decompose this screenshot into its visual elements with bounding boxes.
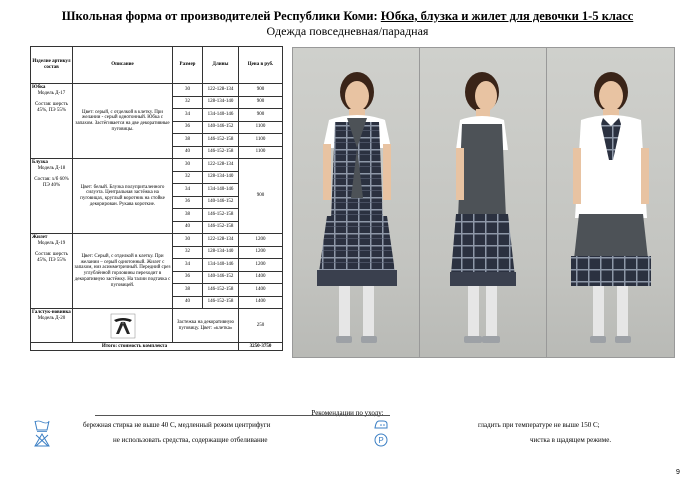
length-cell: 140-146-152 — [203, 121, 239, 134]
header-description: Описание — [73, 47, 173, 84]
price-cell: 250 — [239, 309, 283, 343]
size-cell: 38 — [173, 134, 203, 147]
item-model: Модель Д-17 — [37, 90, 66, 96]
length-cell: 146-152-158 — [203, 134, 239, 147]
length-cell: 134-140-146 — [203, 184, 239, 197]
size-cell: 34 — [173, 184, 203, 197]
length-cell: 122-128-134 — [203, 159, 239, 172]
length-cell: 134-140-146 — [203, 109, 239, 122]
size-cell: 30 — [173, 159, 203, 172]
spec-table — [30, 46, 283, 351]
price-cell: 1400 — [239, 271, 283, 284]
length-cell: 128-134-140 — [203, 246, 239, 259]
item-tie — [31, 309, 73, 343]
item-blouse — [31, 159, 73, 234]
size-cell: 30 — [173, 84, 203, 97]
item-description: Цвет: белый. Блузка полуприталенного силуэта. Центральная застёжка на пуговицах, круглый воротник на стойке декорирован. Рукава короткие. — [73, 159, 173, 234]
care-bleach-text: не использовать средства, содержащие отбеливание — [113, 436, 268, 444]
price-cell: 1100 — [239, 146, 283, 159]
price-cell: 900 — [239, 159, 283, 234]
length-cell: 146-152-158 — [203, 209, 239, 222]
title-text: Школьная форма от производителей Республики Коми: — [61, 9, 381, 23]
item-description: Застежка на декоративную пуговицу. Цвет: «клетка» — [173, 309, 239, 343]
price-cell: 1200 — [239, 259, 283, 272]
item-vest — [31, 234, 73, 309]
wash-40-icon — [34, 418, 50, 432]
item-name: Жилет — [32, 235, 48, 240]
size-cell: 32 — [173, 171, 203, 184]
length-cell: 134-140-146 — [203, 259, 239, 272]
photo-front-view — [292, 47, 421, 358]
price-cell: 1100 — [239, 121, 283, 134]
size-cell: 34 — [173, 109, 203, 122]
length-cell: 128-134-140 — [203, 171, 239, 184]
length-cell: 146-152-158 — [203, 296, 239, 309]
size-cell: 38 — [173, 284, 203, 297]
size-cell: 36 — [173, 121, 203, 134]
title-underlined: Юбка, блузка и жилет для девочки 1-5 класс — [380, 9, 634, 23]
page-title — [0, 9, 695, 24]
price-cell: 1100 — [239, 134, 283, 147]
item-model: Модель Д-18 — [37, 165, 66, 171]
price-cell: 1200 — [239, 234, 283, 247]
care-wash-text: бережная стирка не выше 40 С, медленный режим центрифуги — [83, 421, 271, 429]
header-item: Изделие артикул состав — [31, 47, 73, 84]
length-cell: 128-134-140 — [203, 96, 239, 109]
size-cell: 36 — [173, 196, 203, 209]
care-iron-text: гладить при температуре не выше 150 С; — [478, 421, 600, 429]
header-price: Цена в руб. — [239, 47, 283, 84]
item-name: Галстук-новинка — [32, 310, 71, 315]
iron-icon — [373, 418, 389, 430]
item-composition: Состав: шерсть 45%, ПЭ 55% — [35, 102, 68, 113]
length-cell: 146-152-158 — [203, 284, 239, 297]
page-subtitle: Одежда повседневная/парадная — [266, 24, 429, 38]
dry-clean-icon — [374, 433, 388, 447]
price-cell: 900 — [239, 84, 283, 97]
item-description: Цвет: серый, с отделкой в клетку. При желании - серый однотонный. Юбка с запахом. Застёгивается на две декоративные пуговицы. — [73, 84, 173, 159]
header-size: Размер — [173, 47, 203, 84]
page-number: 9 — [676, 469, 680, 476]
length-cell: 146-152-158 — [203, 146, 239, 159]
header-length: Длины — [203, 47, 239, 84]
tie-image — [110, 313, 136, 339]
total-value: 3250-3750 — [239, 343, 283, 351]
price-cell: 900 — [239, 96, 283, 109]
size-cell: 34 — [173, 259, 203, 272]
size-cell: 32 — [173, 96, 203, 109]
size-cell: 40 — [173, 221, 203, 234]
care-title: Рекомендации по уходу: — [311, 409, 384, 417]
item-composition: Состав: шерсть 45%, ПЭ 55% — [35, 252, 68, 263]
total-label: Итого: стоимость комплекта — [31, 343, 239, 351]
care-dryclean-text: чистка в щадящем режиме. — [530, 436, 612, 444]
size-cell: 36 — [173, 271, 203, 284]
length-cell: 122-128-134 — [203, 84, 239, 97]
size-cell: 30 — [173, 234, 203, 247]
item-composition: Состав: х/б 60% ПЭ 40% — [34, 177, 69, 188]
price-cell: 900 — [239, 109, 283, 122]
svg-text:P: P — [378, 436, 384, 445]
price-cell: 1200 — [239, 246, 283, 259]
length-cell: 140-146-152 — [203, 271, 239, 284]
size-cell: 38 — [173, 209, 203, 222]
photo-side-view — [419, 47, 548, 358]
care-divider — [95, 415, 390, 416]
item-skirt — [31, 84, 73, 159]
size-cell: 32 — [173, 246, 203, 259]
photo-tie-view — [546, 47, 675, 358]
item-name: Блузка — [32, 160, 48, 165]
price-cell: 1400 — [239, 296, 283, 309]
size-cell: 40 — [173, 296, 203, 309]
item-description: Цвет: Серый, с отделкой в клетку. При желании – серый однотонный. Жилет с запахом, низ асимметричный. Передний срез углублённой горловины переходит в декоративную застёжку. На талии подтачка с пуговицей. — [73, 234, 173, 309]
item-model: Модель Д-19 — [37, 240, 66, 246]
length-cell: 146-152-158 — [203, 221, 239, 234]
size-cell: 40 — [173, 146, 203, 159]
price-cell: 1400 — [239, 284, 283, 297]
length-cell: 140-146-152 — [203, 196, 239, 209]
no-bleach-icon — [34, 433, 50, 447]
length-cell: 122-128-134 — [203, 234, 239, 247]
tie-image-cell — [73, 309, 173, 343]
item-name: Юбка — [32, 85, 46, 90]
item-model: Модель Д-20 — [37, 315, 66, 321]
